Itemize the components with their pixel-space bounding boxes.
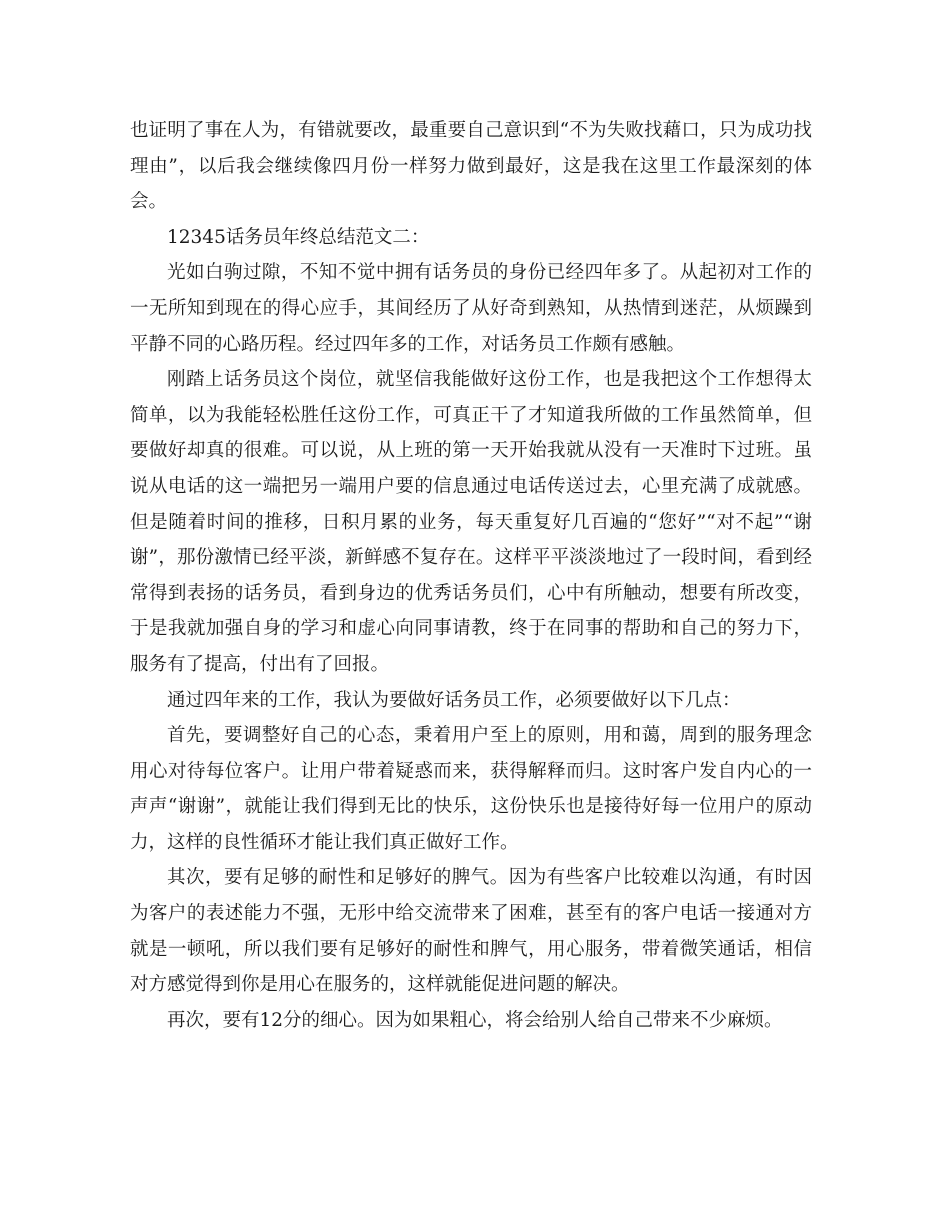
paragraph-intro: 光如白驹过隙，不知不觉中拥有话务员的身份已经四年多了。从起初对工作的一无所知到现在的得心应手，其间经历了从好奇到熟知，从热情到迷茫，从烦躁到平静不同的心路历程。经过四年多的工作，对话务员工作颇有感触。: [130, 262, 812, 355]
paragraph-points-lead: 通过四年来的工作，我认为要做好话务员工作，必须要做好以下几点：: [167, 689, 741, 711]
paragraph-point-third: 再次，要有12分的细心。因为如果粗心，将会给别人给自己带来不少麻烦。: [167, 1009, 783, 1031]
paragraph-experience: 刚踏上话务员这个岗位，就坚信我能做好这份工作，也是我把这个工作想得太简单，以为我能轻松胜任这份工作，可真正干了才知道我所做的工作虽然简单，但要做好却真的很难。可以说，从上班的第一天开始我就从没有一天准时下过班。虽说从电话的这一端把另一端用户要的信息通过电话传送过去，心里充满了成就感。但是随着时间的推移，日积月累的业务，每天重复好几百遍的“您好”“对不起”“谢谢”，那份激情已经平淡，新鲜感不复存在。这样平平淡淡地过了一段时间，看到经常得到表扬的话务员，看到身边的优秀话务员们，心中有所触动，想要有所改变，于是我就加强自身的学习和虚心向同事请教，终于在同事的帮助和自己的努力下，服务有了提高，付出有了回报。: [130, 369, 812, 675]
document-body: [130, 113, 812, 1038]
paragraph-continuation: 也证明了事在人为，有错就要改，最重要自己意识到“不为失败找藉口，只为成功找理由”，以后我会继续像四月份一样努力做到最好，这是我在这里工作最深刻的体会。: [130, 120, 812, 213]
paragraph-point-second: 其次，要有足够的耐性和足够好的脾气。因为有些客户比较难以沟通，有时因为客户的表述能力不强，无形中给交流带来了困难，甚至有的客户电话一接通对方就是一顿吼，所以我们要有足够好的耐性和脾气，用心服务，带着微笑通话，相信对方感觉得到你是用心在服务的，这样就能促进问题的解决。: [130, 867, 812, 996]
paragraph-point-first: 首先，要调整好自己的心态，秉着用户至上的原则，用和蔼，周到的服务理念用心对待每位客户。让用户带着疑惑而来，获得解释而归。这时客户发自内心的一声声“谢谢”，就能让我们得到无比的快乐，这份快乐也是接待好每一位用户的原动力，这样的良性循环才能让我们真正做好工作。: [130, 725, 812, 853]
section-heading: 12345话务员年终总结范文二：: [167, 226, 430, 248]
